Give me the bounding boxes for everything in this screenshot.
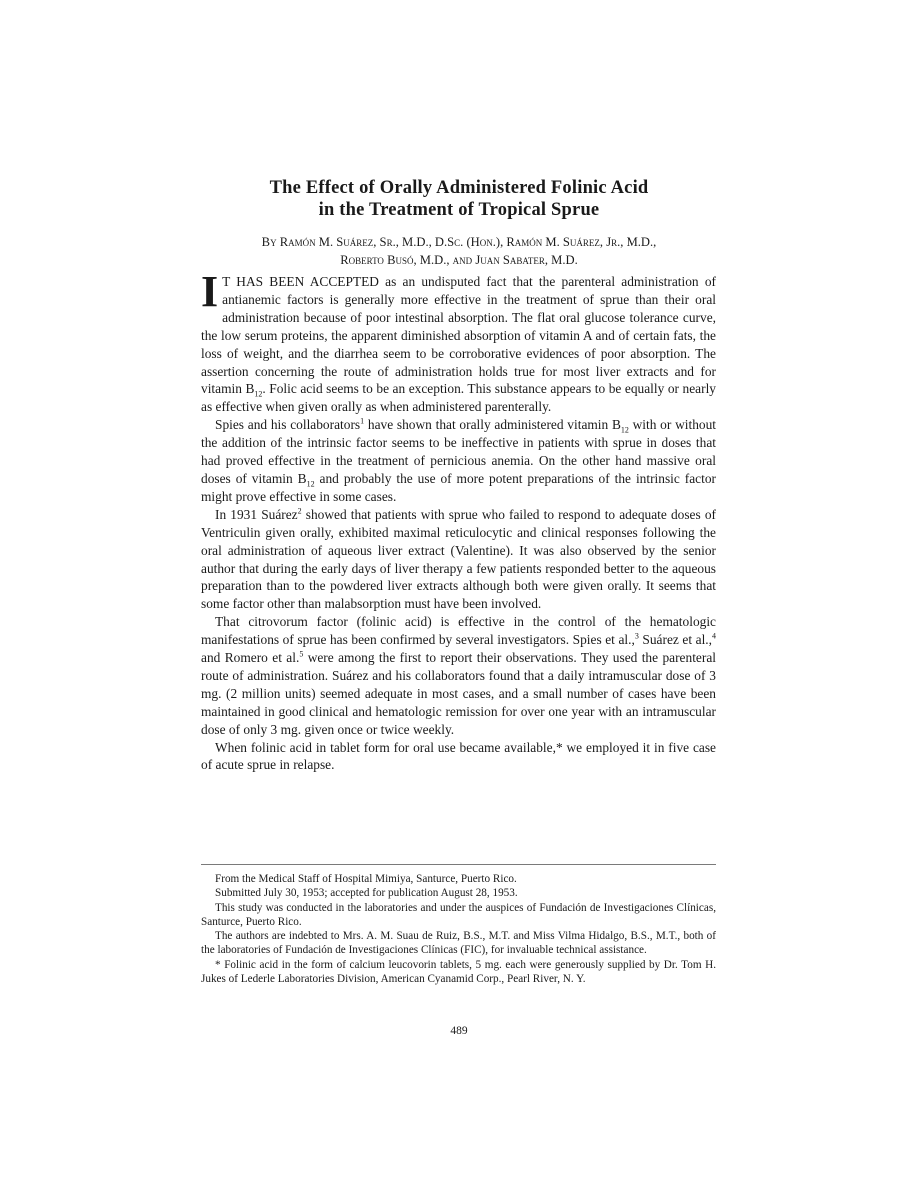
subscript: 12 [306,479,315,489]
footnote-study: This study was conducted in the laboratories and under the auspices of Fundación de Investigaciones Clínicas, Santurce, Puerto Rico. [201,901,716,928]
text-run: and probably the use of more potent preparations of the intrinsic factor might prove effective in some cases. [201,470,716,504]
footnote-divider [201,864,716,865]
text-run: were among the first to report their observations. They used the parenteral route of administration. Suárez and his collaborators found that a daily intramuscular dose of 3 mg. (2 million units) seemed adequate in most cases, and a small number of cases have been maintained in good clinical and hematologic remission for over one year with an intramuscular dose of only 3 mg. given once or twice weekly. [201,650,716,737]
footnote-supply: * Folinic acid in the form of calcium leucovorin tablets, 5 mg. each were generously supplied by Dr. Tom H. Jukes of Lederle Laboratories Division, American Cyanamid Corp., Pearl River, N. Y. [201,958,716,986]
text-run: have shown that orally administered vitamin B [364,417,621,433]
footnote-acknowledgment: The authors are indebted to Mrs. A. M. Suau de Ruiz, B.S., M.T. and Miss Vilma Hidalgo, B.S., M.T., both of the laboratories of Fundación de Investigaciones Clínicas (FIC), for invaluable technical assistance. [201,930,716,957]
article-body [201,267,716,774]
paragraph-1-text: T HAS BEEN ACCEPTED as an undisputed fact that the parenteral administration of antianemic factors is generally more effective in the treatment of sprue than their oral administration because of poor intestinal absorption. The flat oral glucose tolerance curve, the low serum proteins, the apparent diminished absorption of vitamin A and of certain fats, the loss of weight, and the diarrhea seem to be corroborative evidences of poor absorption. The assertion concerning the route of administration holds true for most liver extracts and for vitamin B [201,274,716,397]
text-run: showed that patients with sprue who failed to respond to adequate doses of Ventriculin given orally, exhibited maximal reticulocytic and clinical responses following the oral administration of aqueous liver extract (Valentine). It was also observed by the senior author that during the early days of liver therapy a few patients responded better to the aqueous preparation than to the powdered liver extracts although both were given orally. It seems that some factor other than malabsorption must have been involved. [201,506,716,612]
footnote-affiliation: From the Medical Staff of Hospital Mimiya, Santurce, Puerto Rico. [215,873,517,885]
author-line-1: By Ramón M. Suárez, Sr., M.D., D.Sc. (Hon.), Ramón M. Suárez, Jr., M.D., [261,235,657,249]
subscript: 12 [254,390,263,400]
text-run: That citrovorum factor (folinic acid) is effective in the control of the hematologic manifestations of sprue has been confirmed by several investigators. Spies et al., [201,614,716,648]
article-title-line-2: in the Treatment of Tropical Sprue [318,200,600,220]
paragraph-3 [201,506,716,613]
page-number: 489 [450,1025,468,1037]
reference-4: 4 [712,631,716,641]
reference-1: 1 [360,416,365,426]
paragraph-1 [201,267,716,416]
subscript: 12 [620,425,629,435]
text-run: with or without the addition of the intrinsic factor seems to be ineffective in patients with sprue in doses that had proved effective in the treatment of pernicious anemia. On the other hand massive oral doses of vitamin B [201,417,716,486]
paragraph-4 [201,613,716,738]
text-run: Spies and his collaborators [215,417,361,433]
author-line-2: Roberto Busó, M.D., and Juan Sabater, M.D. [340,253,578,267]
footnote-dates: Submitted July 30, 1953; accepted for publication August 28, 1953. [215,887,518,900]
reference-2: 2 [297,506,302,516]
drop-cap: I [201,267,219,316]
paragraph-1-tail: . Folic acid seems to be an exception. This substance appears to be equally or nearly as effective when given orally as when administered parenterally. [201,381,716,415]
text-run: and Romero et al. [201,650,300,666]
paragraph-5: When folinic acid in tablet form for oral use became available,* we employed it in five case of acute sprue in relapse. [201,739,716,773]
footnotes [201,872,716,986]
reference-5: 5 [299,649,304,659]
text-run: Suárez et al., [638,632,712,648]
paragraph-2 [201,416,716,506]
article-title-line-1: The Effect of Orally Administered Folinic Acid [269,178,649,198]
reference-3: 3 [634,631,639,641]
text-run: In 1931 Suárez [215,506,298,522]
